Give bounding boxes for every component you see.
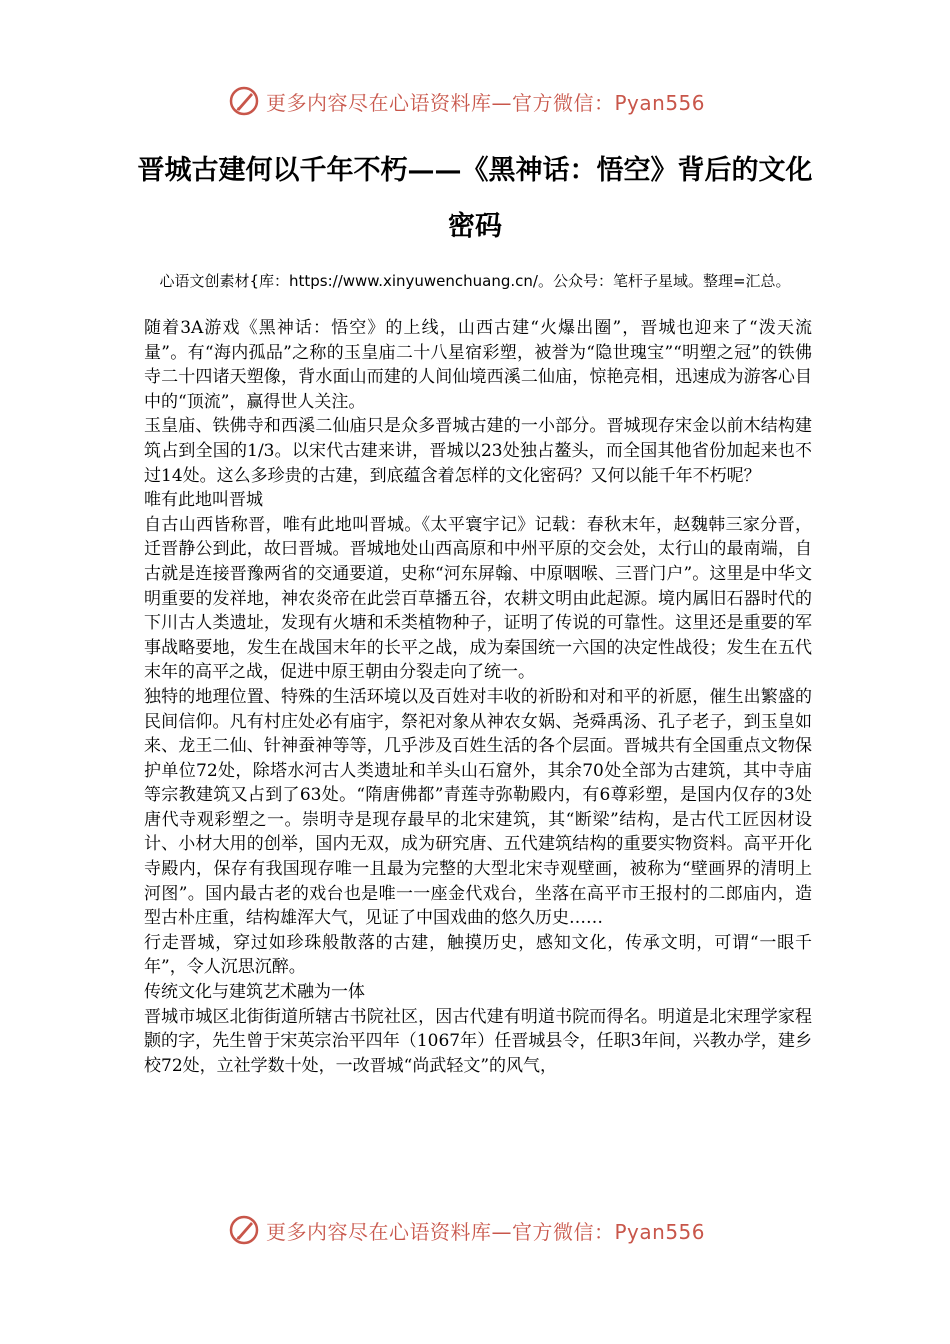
section-heading: 唯有此地叫晋城 (144, 490, 263, 511)
paragraph: 独特的地理位置、特殊的生活环境以及百姓对丰收的祈盼和对和平的祈愿，催生出繁盛的民间信仰。凡有村庄处必有庙宇，祭祀对象从神农女娲、尧舜禹汤、孔子老子，到玉皇如来、龙王二仙、针神蚕神等等，几乎涉及百姓生活的各个层面。晋城共有全国重点文物保护单位72处，除塔水河古人类遗址和羊头山石窟外，其余70处全部为古建筑，其中寺庙等宗教建筑又占到了63处。“隋唐佛都”青莲寺弥勒殿内，有6尊彩塑，是国内仅存的3处唐代寺观彩塑之一。崇明寺是现存最早的北宋建筑，其“断梁”结构，是古代工匠因材设计、小材大用的创举，国内无双，成为研究唐、五代建筑结构的重要实物资料。高平开化寺殿内，保存有我国现存唯一且最为完整的大型北宋寺观壁画，被称为“壁画界的清明上河图”。国内最古老的戏台也是唯一一座金代戏台，坐落在高平市王报村的二郎庙内，造型古朴庄重，结构雄浑大气，见证了中国戏曲的悠久历史…… (144, 686, 812, 929)
paragraph: 晋城市城区北街街道所辖古书院社区，因古代建有明道书院而得名。明道是北宋理学家程颢的字，先生曾于宋英宗治平四年（1067年）任晋城县令，任职3年间，兴教办学，建乡校72处，立社学数十处，一改晋城“尚武轻文”的风气， (144, 1006, 812, 1076)
document-body (144, 316, 812, 1078)
paragraph: 随着3A游戏《黑神话：悟空》的上线，山西古建“火爆出圈”，晋城也迎来了“泼天流量”。有“海内孤品”之称的玉皇庙二十八星宿彩塑，被誉为“隐世瑰宝”“明塑之冠”的铁佛寺二十四诸天塑像，背水面山而建的人间仙境西溪二仙庙，惊艳亮相，迅速成为游客心目中的“顶流”，赢得世人关注。 (144, 318, 812, 412)
banner-text: 更多内容尽在心语资料库—官方微信：Pyan556 (266, 90, 706, 115)
header-banner (0, 78, 950, 124)
paragraph: 玉皇庙、铁佛寺和西溪二仙庙只是众多晋城古建的一小部分。晋城现存宋金以前木结构建筑占到全国的1/3。以宋代古建来讲，晋城以23处独占鳌头，而全国其他省份加起来也不过14处。这么多珍贵的古建，到底蕴含着怎样的文化密码？又何以能千年不朽呢？ (144, 416, 812, 486)
banner-text: 更多内容尽在心语资料库—官方微信：Pyan556 (266, 1219, 706, 1244)
pen-logo-icon (228, 85, 260, 117)
pen-logo-icon (228, 1214, 260, 1246)
footer-banner (0, 1207, 950, 1253)
paragraph: 行走晋城，穿过如珍珠般散落的古建，触摸历史，感知文化，传承文明，可谓“一眼千年”，令人沉思沉醉。 (144, 932, 812, 978)
document-subtitle: 心语文创素材{库：https://www.xinyuwenchuang.cn/。公众号：笔杆子星域。整理=汇总。 (159, 272, 791, 290)
document-title: 晋城古建何以千年不朽——《黑神话：悟空》背后的文化密码 (137, 155, 813, 242)
paragraph: 自古山西皆称晋，唯有此地叫晋城。《太平寰宇记》记载：春秋末年，赵魏韩三家分晋，迁晋静公到此，故曰晋城。晋城地处山西高原和中州平原的交会处，太行山的最南端，自古就是连接晋豫两省的交通要道，史称“河东屏翰、中原咽喉、三晋门户”。这里是中华文明重要的发祥地，神农炎帝在此尝百草播五谷，农耕文明由此起源。境内属旧石器时代的下川古人类遗址，发现有火塘和禾类植物种子，证明了传说的可靠性。这里还是重要的军事战略要地，发生在战国末年的长平之战，成为秦国统一六国的决定性战役；发生在五代末年的高平之战，促进中原王朝由分裂走向了统一。 (144, 514, 812, 683)
section-heading: 传统文化与建筑艺术融为一体 (144, 982, 365, 1003)
